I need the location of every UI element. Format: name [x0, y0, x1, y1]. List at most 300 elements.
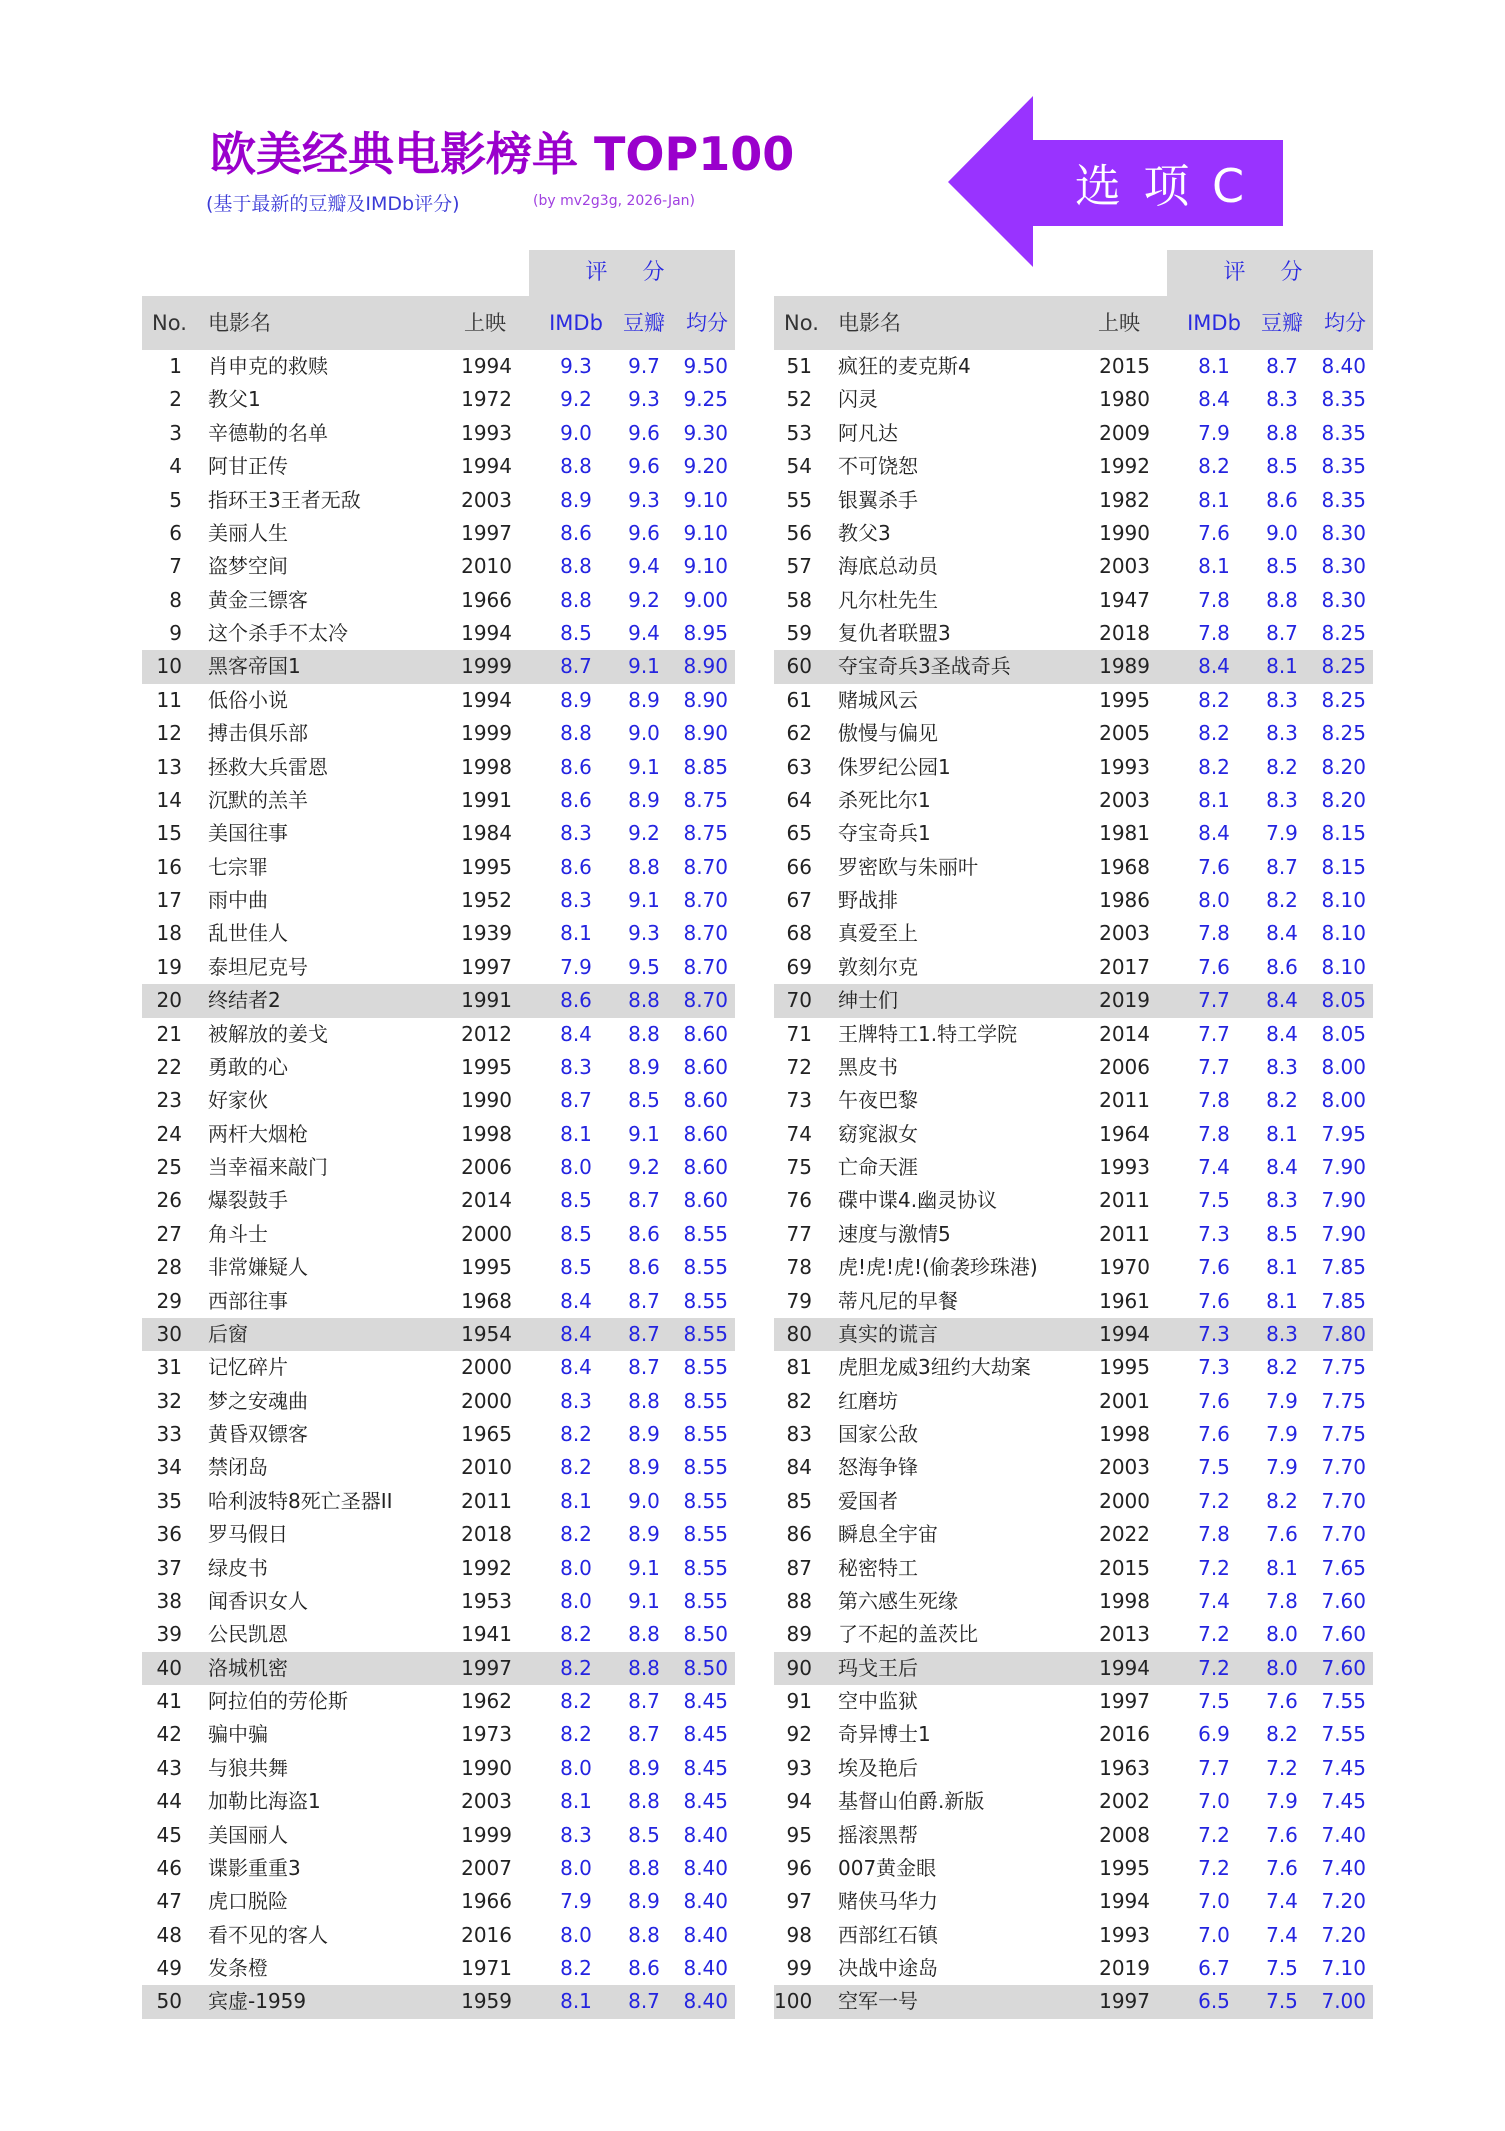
- col-imdb: IMDb: [1187, 311, 1241, 335]
- imdb-score: 8.2: [560, 1722, 592, 1747]
- douban-score: 8.8: [628, 1622, 660, 1647]
- imdb-score: 8.2: [560, 1622, 592, 1647]
- avg-score: 8.70: [683, 954, 728, 979]
- movie-name: 看不见的客人: [208, 1922, 328, 1947]
- douban-score: 8.4: [1266, 921, 1298, 946]
- movie-name: 亡命天涯: [838, 1155, 918, 1179]
- movie-name: 复仇者联盟3: [838, 621, 951, 645]
- table-row: [142, 1018, 735, 1051]
- avg-score: 8.55: [683, 1455, 728, 1480]
- avg-score: 8.70: [683, 888, 728, 912]
- imdb-score: 7.5: [1198, 1689, 1230, 1713]
- movie-name: 指环王3王者无敌: [208, 487, 361, 512]
- table-row: [774, 751, 1373, 784]
- douban-score: 8.7: [628, 1321, 660, 1346]
- douban-score: 8.9: [628, 787, 660, 812]
- rank: 38: [156, 1588, 182, 1613]
- douban-score: 9.6: [628, 520, 660, 545]
- imdb-score: 7.2: [1198, 1555, 1230, 1580]
- movie-name: 第六感生死缘: [838, 1588, 958, 1613]
- col-imdb: IMDb: [549, 311, 603, 335]
- imdb-score: 8.1: [1198, 554, 1230, 579]
- douban-score: 8.7: [1266, 854, 1298, 879]
- release-year: 2000: [461, 1221, 512, 1246]
- rank: 54: [786, 454, 812, 479]
- release-year: 2007: [461, 1855, 512, 1880]
- table-row: [142, 751, 735, 784]
- avg-score: 8.40: [683, 1855, 728, 1880]
- imdb-score: 7.0: [1198, 1889, 1230, 1914]
- imdb-score: 8.0: [1198, 888, 1230, 912]
- table-body: [774, 350, 1373, 2019]
- avg-score: 7.40: [1321, 1822, 1366, 1847]
- douban-score: 8.8: [628, 1655, 660, 1680]
- table-row: [142, 550, 735, 583]
- table-row: [142, 1385, 735, 1418]
- table-row: [774, 1285, 1373, 1318]
- rank: 46: [156, 1855, 182, 1880]
- table-row: [142, 1585, 735, 1618]
- douban-score: 8.7: [628, 1188, 660, 1213]
- movie-name: 爱国者: [838, 1488, 898, 1513]
- avg-score: 9.50: [683, 354, 728, 378]
- douban-score: 9.3: [628, 487, 660, 512]
- imdb-score: 8.4: [560, 1321, 592, 1346]
- avg-score: 8.75: [683, 787, 728, 812]
- rank: 83: [786, 1422, 812, 1446]
- table-row: [142, 650, 735, 683]
- avg-score: 8.35: [1321, 454, 1366, 479]
- imdb-score: 8.4: [560, 1288, 592, 1313]
- douban-score: 9.1: [628, 1588, 660, 1613]
- table-row: [774, 1151, 1373, 1184]
- release-year: 2006: [461, 1155, 512, 1179]
- table-row: [774, 1118, 1373, 1151]
- imdb-score: 7.4: [1198, 1588, 1230, 1613]
- table-row: [142, 450, 735, 483]
- col-year: 上映: [464, 311, 506, 335]
- table-row: [774, 784, 1373, 817]
- movie-name: 教父1: [208, 387, 261, 412]
- release-year: 1963: [1099, 1755, 1150, 1780]
- rank: 7: [169, 554, 182, 579]
- release-year: 1941: [461, 1622, 512, 1647]
- rank: 23: [156, 1088, 182, 1113]
- imdb-score: 6.9: [1198, 1722, 1230, 1747]
- table-row: [142, 383, 735, 416]
- movie-name: 闪灵: [838, 387, 878, 412]
- imdb-score: 9.0: [560, 420, 592, 445]
- douban-score: 8.3: [1266, 387, 1298, 412]
- imdb-score: 7.9: [1198, 420, 1230, 445]
- release-year: 1998: [461, 754, 512, 779]
- douban-score: 9.4: [628, 621, 660, 645]
- avg-score: 7.45: [1321, 1755, 1366, 1780]
- imdb-score: 8.0: [560, 1555, 592, 1580]
- rank: 94: [786, 1789, 812, 1814]
- avg-score: 7.20: [1321, 1922, 1366, 1947]
- table-row: [774, 1852, 1373, 1885]
- rank: 8: [169, 587, 182, 612]
- imdb-score: 8.2: [560, 1422, 592, 1446]
- table-row: [774, 1952, 1373, 1985]
- table-row: [774, 917, 1373, 950]
- avg-score: 8.10: [1321, 888, 1366, 912]
- avg-score: 7.80: [1321, 1321, 1366, 1346]
- table-row: [142, 1418, 735, 1451]
- table-row: [142, 1618, 735, 1651]
- douban-score: 8.2: [1266, 1488, 1298, 1513]
- avg-score: 8.60: [683, 1121, 728, 1146]
- option-label: 选 项 C: [1074, 159, 1249, 213]
- avg-score: 7.00: [1321, 1989, 1366, 2014]
- imdb-score: 7.2: [1198, 1488, 1230, 1513]
- avg-score: 8.50: [683, 1655, 728, 1680]
- rank: 48: [156, 1922, 182, 1947]
- douban-score: 8.6: [1266, 487, 1298, 512]
- avg-score: 8.30: [1321, 587, 1366, 612]
- rank: 45: [156, 1822, 182, 1847]
- avg-score: 8.90: [683, 654, 728, 679]
- release-year: 1995: [461, 854, 512, 879]
- table-row: [142, 1351, 735, 1384]
- release-year: 1970: [1099, 1255, 1150, 1280]
- movie-name: 七宗罪: [208, 854, 268, 879]
- rank: 84: [786, 1455, 812, 1480]
- release-year: 1994: [461, 621, 512, 645]
- release-year: 1997: [1099, 1989, 1150, 2014]
- rank: 11: [156, 687, 182, 712]
- table-row: [142, 1084, 735, 1117]
- rank: 86: [786, 1522, 812, 1547]
- movie-name: 蒂凡尼的早餐: [838, 1288, 958, 1313]
- avg-score: 8.15: [1321, 854, 1366, 879]
- rank: 63: [786, 754, 812, 779]
- avg-score: 7.55: [1321, 1689, 1366, 1713]
- release-year: 2000: [1099, 1488, 1150, 1513]
- movie-name: 被解放的姜戈: [208, 1021, 328, 1046]
- movie-name: 敦刻尔克: [838, 954, 918, 979]
- movie-name: 美丽人生: [208, 520, 288, 545]
- imdb-score: 8.2: [560, 1689, 592, 1713]
- movie-name: 王牌特工1.特工学院: [838, 1021, 1018, 1046]
- imdb-score: 8.6: [560, 854, 592, 879]
- movie-name: 真爱至上: [838, 921, 918, 946]
- release-year: 1990: [461, 1755, 512, 1780]
- table-row: [142, 1151, 735, 1184]
- rank: 4: [169, 454, 182, 479]
- col-year: 上映: [1098, 311, 1140, 335]
- imdb-score: 7.5: [1198, 1188, 1230, 1213]
- douban-score: 9.1: [628, 888, 660, 912]
- imdb-score: 8.8: [560, 554, 592, 579]
- release-year: 2005: [1099, 721, 1150, 746]
- douban-score: 7.4: [1266, 1922, 1298, 1947]
- release-year: 1993: [1099, 754, 1150, 779]
- avg-score: 8.25: [1321, 621, 1366, 645]
- imdb-score: 8.2: [1198, 454, 1230, 479]
- release-year: 1984: [461, 821, 512, 846]
- rank: 99: [786, 1956, 812, 1980]
- table-row: [774, 984, 1373, 1017]
- imdb-score: 8.8: [560, 587, 592, 612]
- table-row: [142, 851, 735, 884]
- douban-score: 9.0: [628, 721, 660, 746]
- table-row: [142, 1952, 735, 1985]
- subtitle: (基于最新的豆瓣及IMDb评分): [206, 193, 460, 215]
- movie-name: 瞬息全宇宙: [838, 1522, 938, 1547]
- release-year: 2010: [461, 554, 512, 579]
- table-header: [142, 296, 735, 350]
- release-year: 2006: [1099, 1054, 1150, 1079]
- table-row: [774, 1685, 1373, 1718]
- imdb-score: 7.7: [1198, 988, 1230, 1013]
- movie-name: 红磨坊: [838, 1388, 898, 1413]
- avg-score: 7.65: [1321, 1555, 1366, 1580]
- rank: 30: [156, 1321, 182, 1346]
- movie-name: 罗密欧与朱丽叶: [838, 854, 978, 879]
- avg-score: 8.70: [683, 854, 728, 879]
- rank: 16: [156, 854, 182, 879]
- release-year: 1968: [461, 1288, 512, 1313]
- douban-score: 7.5: [1266, 1956, 1298, 1980]
- table-row: [774, 584, 1373, 617]
- movie-name: 乱世佳人: [208, 921, 288, 946]
- imdb-score: 8.3: [560, 1388, 592, 1413]
- imdb-score: 8.4: [1198, 654, 1230, 679]
- release-year: 1998: [461, 1121, 512, 1146]
- avg-score: 8.15: [1321, 821, 1366, 846]
- imdb-score: 7.8: [1198, 1121, 1230, 1146]
- imdb-score: 8.5: [560, 1188, 592, 1213]
- avg-score: 8.30: [1321, 520, 1366, 545]
- avg-score: 8.35: [1321, 420, 1366, 445]
- table-row: [142, 717, 735, 750]
- imdb-score: 8.6: [560, 520, 592, 545]
- table-row: [142, 1518, 735, 1551]
- douban-score: 8.9: [628, 1755, 660, 1780]
- imdb-score: 7.6: [1198, 854, 1230, 879]
- rank: 49: [156, 1956, 182, 1980]
- imdb-score: 8.9: [560, 487, 592, 512]
- avg-score: 8.05: [1321, 988, 1366, 1013]
- rank: 52: [786, 387, 812, 412]
- movie-name: 哈利波特8死亡圣器II: [208, 1488, 393, 1513]
- douban-score: 8.8: [628, 1922, 660, 1947]
- movie-name: 007黄金眼: [838, 1855, 937, 1880]
- imdb-score: 8.9: [560, 687, 592, 712]
- douban-score: 8.1: [1266, 1288, 1298, 1313]
- table-row: [774, 1785, 1373, 1818]
- release-year: 1966: [461, 1889, 512, 1914]
- table-row: [774, 484, 1373, 517]
- rank: 43: [156, 1755, 182, 1780]
- movie-name: 秘密特工: [838, 1555, 918, 1580]
- imdb-score: 8.0: [560, 1922, 592, 1947]
- movie-name: 夺宝奇兵1: [838, 821, 931, 846]
- movie-name: 碟中谍4.幽灵协议: [838, 1188, 998, 1213]
- movie-name: 摇滚黑帮: [838, 1822, 918, 1847]
- table-row: [142, 617, 735, 650]
- table-row: [774, 1919, 1373, 1952]
- release-year: 2002: [1099, 1789, 1150, 1814]
- imdb-score: 7.7: [1198, 1755, 1230, 1780]
- rank: 33: [156, 1422, 182, 1446]
- movie-name: 国家公敌: [838, 1422, 918, 1446]
- avg-score: 7.90: [1321, 1188, 1366, 1213]
- movie-name: 角斗士: [208, 1221, 268, 1246]
- release-year: 1993: [461, 420, 512, 445]
- movie-name: 虎口脱险: [208, 1889, 288, 1914]
- imdb-score: 7.9: [560, 954, 592, 979]
- avg-score: 8.70: [683, 921, 728, 946]
- imdb-score: 8.4: [560, 1021, 592, 1046]
- table-row: [774, 350, 1373, 383]
- imdb-score: 7.7: [1198, 1021, 1230, 1046]
- imdb-score: 8.0: [560, 1755, 592, 1780]
- release-year: 2012: [461, 1021, 512, 1046]
- avg-score: 8.25: [1321, 721, 1366, 746]
- avg-score: 8.60: [683, 1155, 728, 1179]
- rank: 26: [156, 1188, 182, 1213]
- release-year: 1995: [1099, 687, 1150, 712]
- movie-name: 怒海争锋: [838, 1455, 918, 1480]
- release-year: 1973: [461, 1722, 512, 1747]
- movie-name: 终结者2: [208, 988, 281, 1013]
- rank: 44: [156, 1789, 182, 1814]
- release-year: 1997: [461, 1655, 512, 1680]
- douban-score: 7.2: [1266, 1755, 1298, 1780]
- douban-score: 8.6: [628, 1956, 660, 1980]
- release-year: 2003: [1099, 554, 1150, 579]
- movie-name: 窈窕淑女: [838, 1121, 918, 1146]
- movie-name: 真实的谎言: [838, 1321, 938, 1346]
- avg-score: 8.45: [683, 1722, 728, 1747]
- table-row: [142, 517, 735, 550]
- imdb-score: 8.8: [560, 721, 592, 746]
- douban-score: 8.2: [1266, 1088, 1298, 1113]
- imdb-score: 8.1: [1198, 487, 1230, 512]
- release-year: 1968: [1099, 854, 1150, 879]
- release-year: 1964: [1099, 1121, 1150, 1146]
- rank: 73: [786, 1088, 812, 1113]
- avg-score: 8.60: [683, 1088, 728, 1113]
- movie-name: 赌城风云: [838, 687, 918, 712]
- movie-name: 黑客帝国1: [208, 654, 301, 679]
- release-year: 2015: [1099, 1555, 1150, 1580]
- movie-name: 与狼共舞: [208, 1755, 288, 1780]
- table-row: [774, 617, 1373, 650]
- movie-name: 空军一号: [838, 1989, 918, 2014]
- imdb-score: 7.8: [1198, 921, 1230, 946]
- table-row: [142, 1251, 735, 1284]
- page-title: 欧美经典电影榜单 TOP100: [210, 127, 795, 181]
- release-year: 1980: [1099, 387, 1150, 412]
- release-year: 1999: [461, 654, 512, 679]
- movie-name: 阿凡达: [838, 420, 898, 445]
- table-row: [774, 1018, 1373, 1051]
- release-year: 2019: [1099, 1956, 1150, 1980]
- table-row: [774, 1652, 1373, 1685]
- avg-score: 8.60: [683, 1054, 728, 1079]
- release-year: 1991: [461, 988, 512, 1013]
- col-douban: 豆瓣: [623, 311, 665, 335]
- douban-score: 8.9: [628, 1522, 660, 1547]
- movie-name: 盗梦空间: [208, 554, 288, 579]
- rank: 1: [169, 354, 182, 378]
- release-year: 1995: [461, 1255, 512, 1280]
- table-row: [142, 350, 735, 383]
- douban-score: 8.2: [1266, 1722, 1298, 1747]
- rank: 5: [169, 487, 182, 512]
- imdb-score: 6.7: [1198, 1956, 1230, 1980]
- movie-name: 谍影重重3: [208, 1855, 301, 1880]
- col-douban: 豆瓣: [1261, 311, 1303, 335]
- movie-name: 梦之安魂曲: [208, 1388, 308, 1413]
- release-year: 2018: [461, 1522, 512, 1547]
- release-year: 2017: [1099, 954, 1150, 979]
- rank: 91: [786, 1689, 812, 1713]
- avg-score: 8.35: [1321, 487, 1366, 512]
- rank: 35: [156, 1488, 182, 1513]
- release-year: 1994: [1099, 1655, 1150, 1680]
- rank: 64: [786, 787, 812, 812]
- douban-score: 8.7: [628, 1288, 660, 1313]
- avg-score: 9.25: [683, 387, 728, 412]
- rank: 100: [774, 1989, 813, 2014]
- avg-score: 8.50: [683, 1622, 728, 1647]
- imdb-score: 8.2: [1198, 754, 1230, 779]
- col-name: 电影名: [838, 311, 901, 335]
- movie-name: 加勒比海盗1: [208, 1789, 321, 1814]
- rank: 18: [156, 921, 182, 946]
- douban-score: 7.9: [1266, 1455, 1298, 1480]
- table-row: [142, 1451, 735, 1484]
- table-row: [142, 1552, 735, 1585]
- avg-score: 7.40: [1321, 1855, 1366, 1880]
- avg-score: 7.60: [1321, 1588, 1366, 1613]
- avg-score: 8.90: [683, 687, 728, 712]
- douban-score: 7.8: [1266, 1588, 1298, 1613]
- douban-score: 7.4: [1266, 1889, 1298, 1914]
- avg-score: 8.40: [683, 1956, 728, 1980]
- avg-score: 7.90: [1321, 1221, 1366, 1246]
- imdb-score: 7.8: [1198, 1522, 1230, 1547]
- imdb-score: 7.3: [1198, 1321, 1230, 1346]
- release-year: 1972: [461, 387, 512, 412]
- douban-score: 7.9: [1266, 1789, 1298, 1814]
- table-row: [774, 517, 1373, 550]
- table-row: [142, 1685, 735, 1718]
- release-year: 2003: [1099, 921, 1150, 946]
- table-row: [774, 383, 1373, 416]
- movie-name: 阿甘正传: [208, 454, 288, 479]
- rank: 50: [156, 1989, 182, 2014]
- movie-name: 傲慢与偏见: [838, 721, 938, 746]
- table-row: [774, 817, 1373, 850]
- douban-score: 9.2: [628, 1155, 660, 1179]
- release-year: 2016: [461, 1922, 512, 1947]
- movie-name: 勇敢的心: [208, 1054, 288, 1079]
- table-row: [142, 1885, 735, 1918]
- movie-name: 雨中曲: [208, 888, 268, 912]
- rank: 6: [169, 520, 182, 545]
- table-row: [774, 717, 1373, 750]
- imdb-score: 7.9: [560, 1889, 592, 1914]
- byline: (by mv2g3g, 2026-Jan): [533, 193, 695, 209]
- table-row: [142, 584, 735, 617]
- rank: 2: [169, 387, 182, 412]
